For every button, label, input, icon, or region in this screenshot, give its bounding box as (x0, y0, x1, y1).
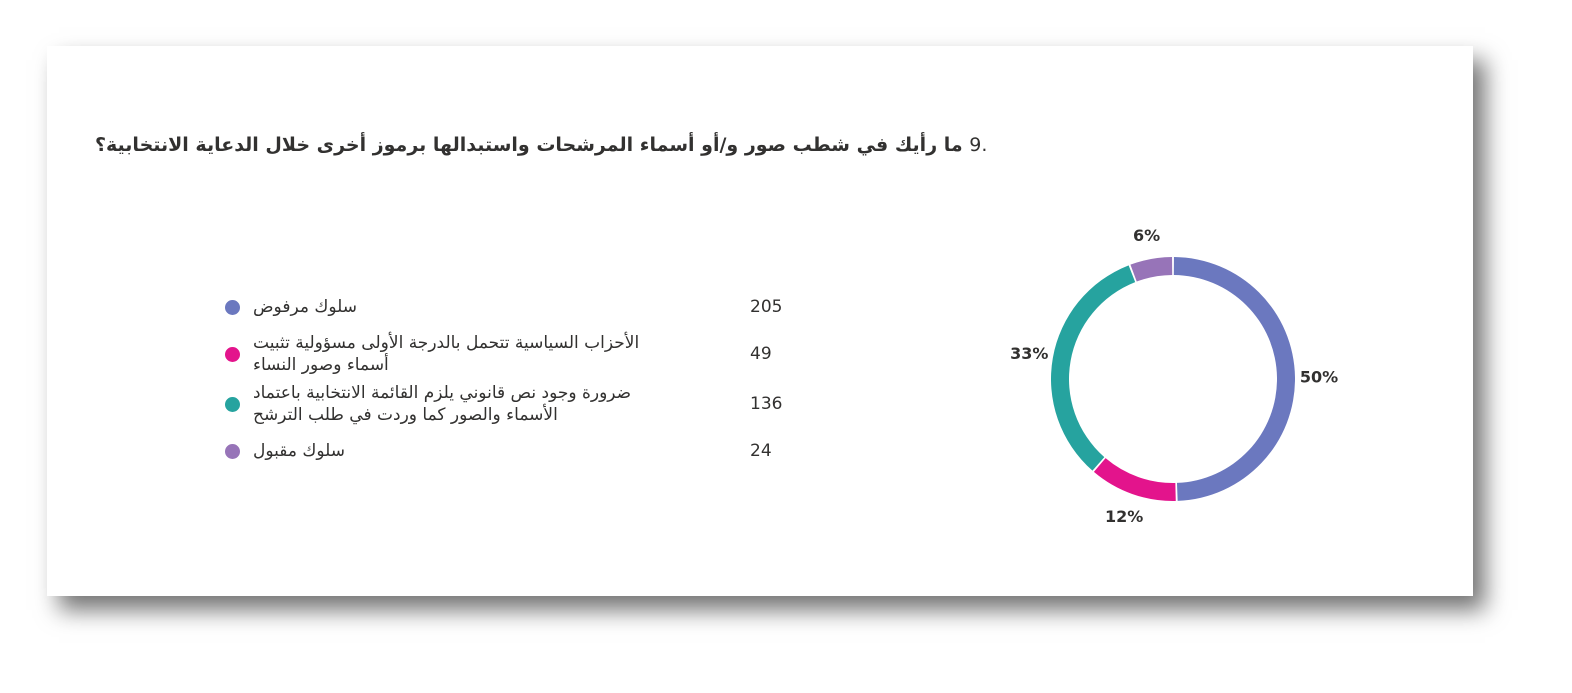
donut-slice-parties (1094, 458, 1176, 501)
question-text: ما رأيك في شطب صور و/أو أسماء المرشحات واستبدالها برموز أخرى خلال الدعاية الانتخابية؟ (95, 134, 963, 156)
legend-label-line: سلوك مقبول (253, 441, 346, 461)
donut-slice-accepted (1130, 257, 1172, 282)
legend-count-legal-text: 136 (750, 394, 783, 414)
legend-count-rejected: 205 (750, 297, 783, 317)
donut-slice-rejected (1174, 257, 1295, 501)
percent-label-legal-text: 33% (1010, 344, 1049, 364)
legend-label-line: سلوك مرفوض (253, 297, 358, 317)
donut-chart (47, 46, 1473, 596)
legend-label-line: ضرورة وجود نص قانوني يلزم القائمة الانتخابية باعتماد (253, 383, 632, 403)
legend-count-accepted: 24 (750, 441, 772, 461)
percent-label-accepted: 6% (1132, 225, 1161, 245)
donut-slice-legal-text (1051, 265, 1135, 470)
legend-label-line: الأحزاب السياسية تتحمل بالدرجة الأولى مسؤولية تثبيت (253, 333, 640, 353)
legend-label-line: أسماء وصور النساء (253, 355, 389, 375)
legend-label-line: الأسماء والصور كما وردت في طلب الترشح (253, 405, 558, 425)
question-number: 9. (969, 134, 988, 156)
legend-count-parties: 49 (750, 344, 772, 364)
percent-label-parties: 12% (1104, 507, 1144, 527)
percent-label-rejected: 50% (1299, 367, 1339, 387)
chart-card (47, 46, 1473, 596)
